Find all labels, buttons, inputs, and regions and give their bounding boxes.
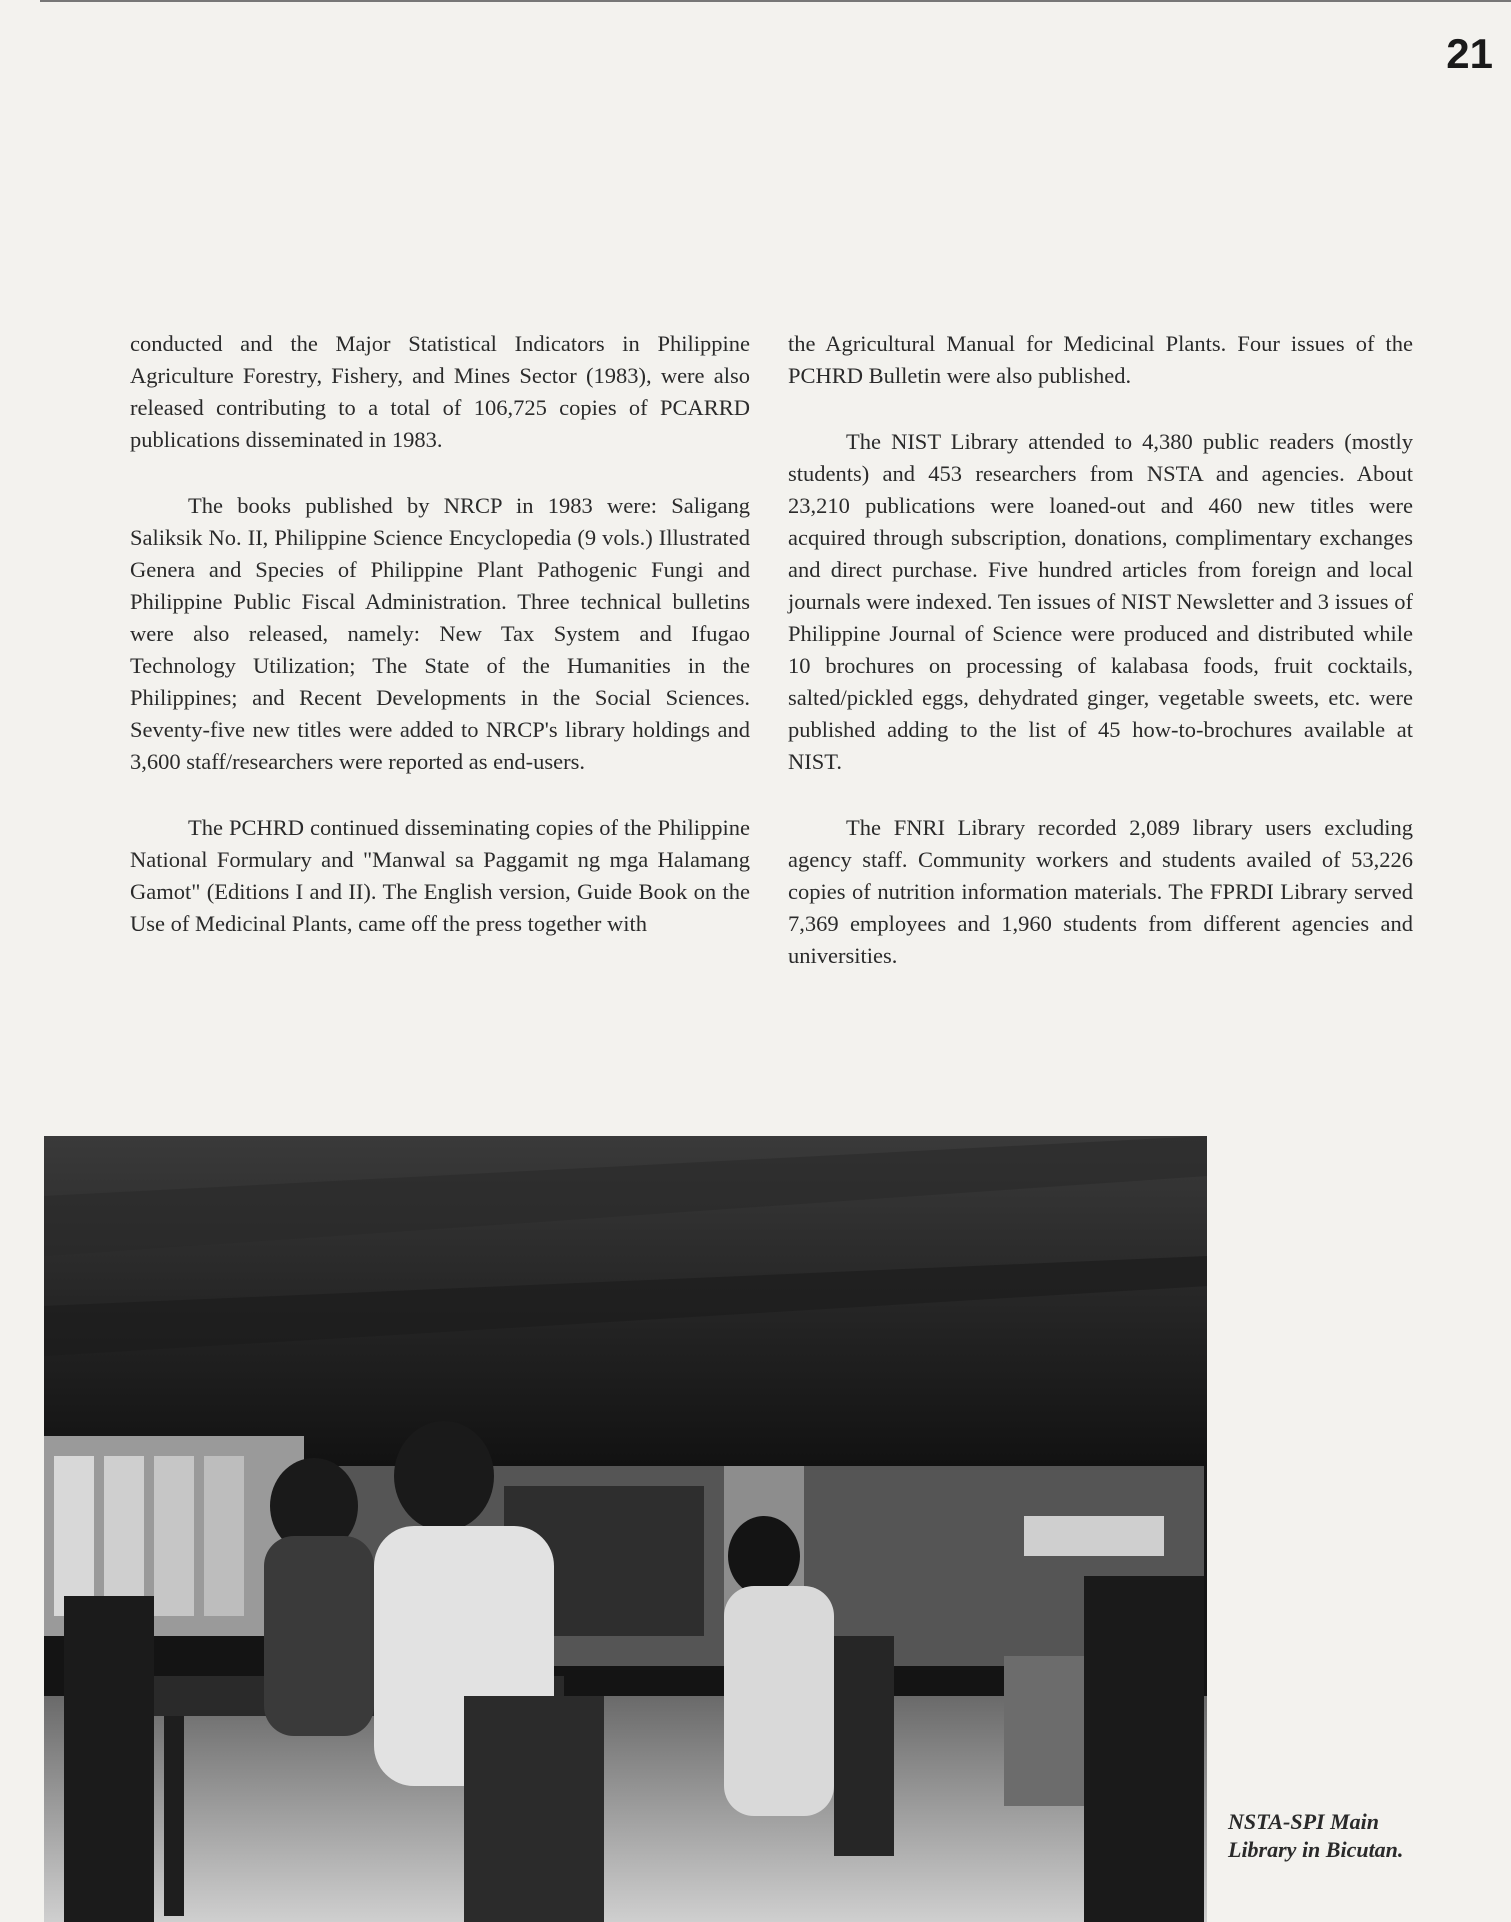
library-photo <box>44 1136 1207 1922</box>
paragraph: The PCHRD continued disseminating copies of the Philippine National Formulary and "Manwal sa Paggamit ng mga Halamang Gamot" (Editions I and II). The English version, Guide Book on the Use of Medicinal Plants, came off the press together with <box>130 815 750 936</box>
paragraph: The FNRI Library recorded 2,089 library users excluding agency staff. Community workers and students availed of 53,226 copies of nutrition information materials. The FPRDI Library served 7,369 employees and 1,960 students from different agencies and universities. <box>788 815 1413 968</box>
page-number: 21 <box>1446 30 1493 77</box>
left-column <box>130 328 750 974</box>
paragraph: The NIST Library attended to 4,380 public readers (mostly students) and 453 researchers from NSTA and agencies. About 23,210 publications were loaned-out and 460 new titles were acquired through subscription, donations, complimentary exchanges and direct purchase. Five hundred articles from foreign and local journals were indexed. Ten issues of NIST Newsletter and 3 issues of Philippine Journal of Science were produced and distributed while 10 brochures on processing of kalabasa foods, fruit cocktails, salted/pickled eggs, dehydrated ginger, vegetable sweets, etc. were published adding to the list of 45 how-to-brochures available at NIST. <box>788 429 1413 774</box>
caption-line: Library in Bicutan. <box>1228 1837 1404 1862</box>
right-column <box>788 328 1413 1006</box>
top-rule <box>40 0 1511 2</box>
photo-caption <box>1228 1808 1403 1864</box>
paragraph: The books published by NRCP in 1983 were: Saligang Saliksik No. II, Philippine Science Encyclopedia (9 vols.) Illustrated Genera and Species of Philippine Plant Pathogenic Fungi and Philippine Public Fiscal Administration. Three technical bulletins were also released, namely: New Tax System and Ifugao Technology Utilization; The State of the Humanities in the Philippines; and Recent Developments in the Social Sciences. Seventy-five new titles were added to NRCP's library holdings and 3,600 staff/researchers were reported as end-users. <box>130 493 750 774</box>
paragraph: the Agricultural Manual for Medicinal Plants. Four issues of the PCHRD Bulletin were also published. <box>788 331 1413 388</box>
paragraph: conducted and the Major Statistical Indicators in Philippine Agriculture Forestry, Fishery, and Mines Sector (1983), were also released contributing to a total of 106,725 copies of PCARRD publications disseminated in 1983. <box>130 331 750 452</box>
caption-line: NSTA-SPI Main <box>1228 1809 1379 1834</box>
